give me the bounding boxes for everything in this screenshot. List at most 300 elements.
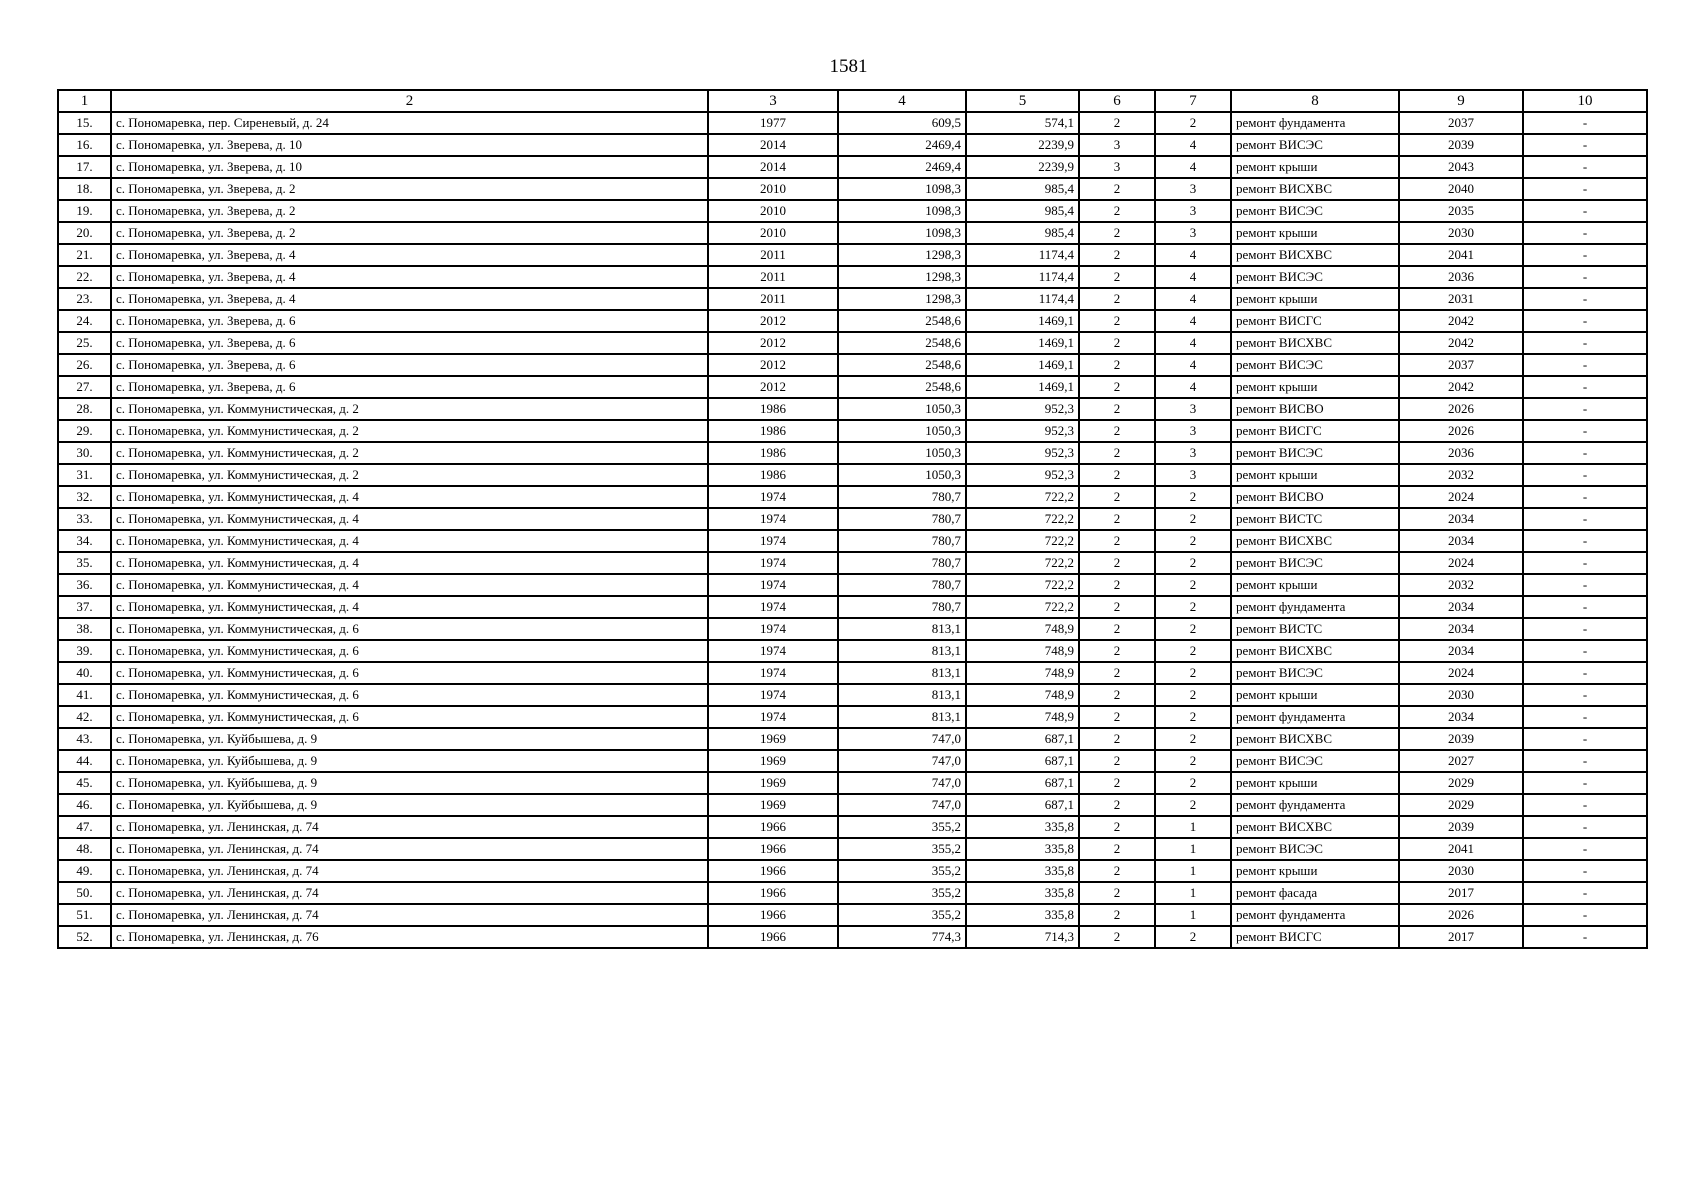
- col7-cell: 4: [1155, 332, 1231, 354]
- table-row: [58, 816, 1647, 838]
- row-number-cell: 23.: [58, 288, 111, 310]
- living-area-cell: 985,4: [966, 178, 1079, 200]
- year-cell: 1966: [708, 882, 838, 904]
- column-header: 1: [58, 90, 111, 112]
- total-area-cell: 2548,6: [838, 354, 966, 376]
- living-area-cell: 952,3: [966, 442, 1079, 464]
- table-row: [58, 310, 1647, 332]
- table-row: [58, 376, 1647, 398]
- plan-year-cell: 2027: [1399, 750, 1523, 772]
- work-type-cell: ремонт крыши: [1231, 222, 1399, 244]
- plan-year-cell: 2026: [1399, 398, 1523, 420]
- col10-cell: -: [1523, 332, 1647, 354]
- year-cell: 2012: [708, 332, 838, 354]
- address-cell: с. Пономаревка, ул. Коммунистическая, д. 6: [111, 662, 708, 684]
- year-cell: 1974: [708, 596, 838, 618]
- plan-year-cell: 2034: [1399, 618, 1523, 640]
- work-type-cell: ремонт фундамента: [1231, 794, 1399, 816]
- total-area-cell: 355,2: [838, 860, 966, 882]
- living-area-cell: 722,2: [966, 486, 1079, 508]
- col6-cell: 2: [1079, 332, 1155, 354]
- living-area-cell: 574,1: [966, 112, 1079, 134]
- col7-cell: 2: [1155, 728, 1231, 750]
- address-cell: с. Пономаревка, ул. Коммунистическая, д. 2: [111, 464, 708, 486]
- living-area-cell: 985,4: [966, 200, 1079, 222]
- living-area-cell: 722,2: [966, 530, 1079, 552]
- year-cell: 1969: [708, 750, 838, 772]
- col6-cell: 2: [1079, 376, 1155, 398]
- total-area-cell: 813,1: [838, 618, 966, 640]
- work-type-cell: ремонт ВИСХВС: [1231, 178, 1399, 200]
- year-cell: 1974: [708, 508, 838, 530]
- col6-cell: 2: [1079, 266, 1155, 288]
- work-type-cell: ремонт ВИСХВС: [1231, 728, 1399, 750]
- table-row: [58, 112, 1647, 134]
- plan-year-cell: 2029: [1399, 794, 1523, 816]
- row-number-cell: 40.: [58, 662, 111, 684]
- col6-cell: 2: [1079, 728, 1155, 750]
- total-area-cell: 780,7: [838, 486, 966, 508]
- row-number-cell: 21.: [58, 244, 111, 266]
- row-number-cell: 18.: [58, 178, 111, 200]
- address-cell: с. Пономаревка, ул. Куйбышева, д. 9: [111, 750, 708, 772]
- col6-cell: 2: [1079, 706, 1155, 728]
- address-cell: с. Пономаревка, ул. Куйбышева, д. 9: [111, 772, 708, 794]
- table-row: [58, 354, 1647, 376]
- table-row: [58, 178, 1647, 200]
- total-area-cell: 609,5: [838, 112, 966, 134]
- col10-cell: -: [1523, 266, 1647, 288]
- living-area-cell: 952,3: [966, 420, 1079, 442]
- column-header: 2: [111, 90, 708, 112]
- col7-cell: 2: [1155, 486, 1231, 508]
- address-cell: с. Пономаревка, ул. Зверева, д. 4: [111, 288, 708, 310]
- address-cell: с. Пономаревка, ул. Коммунистическая, д. 4: [111, 596, 708, 618]
- living-area-cell: 952,3: [966, 398, 1079, 420]
- column-header: 7: [1155, 90, 1231, 112]
- address-cell: с. Пономаревка, ул. Коммунистическая, д. 6: [111, 706, 708, 728]
- col7-cell: 1: [1155, 882, 1231, 904]
- col6-cell: 2: [1079, 288, 1155, 310]
- year-cell: 2010: [708, 178, 838, 200]
- repair-schedule-table: [57, 89, 1648, 949]
- col6-cell: 2: [1079, 354, 1155, 376]
- row-number-cell: 44.: [58, 750, 111, 772]
- col6-cell: 2: [1079, 794, 1155, 816]
- col10-cell: -: [1523, 376, 1647, 398]
- table-row: [58, 860, 1647, 882]
- plan-year-cell: 2040: [1399, 178, 1523, 200]
- plan-year-cell: 2039: [1399, 816, 1523, 838]
- table-row: [58, 596, 1647, 618]
- row-number-cell: 16.: [58, 134, 111, 156]
- table-body: [58, 112, 1647, 948]
- col7-cell: 1: [1155, 816, 1231, 838]
- address-cell: с. Пономаревка, ул. Коммунистическая, д. 2: [111, 398, 708, 420]
- work-type-cell: ремонт фундамента: [1231, 904, 1399, 926]
- year-cell: 2010: [708, 222, 838, 244]
- row-number-cell: 46.: [58, 794, 111, 816]
- col6-cell: 2: [1079, 838, 1155, 860]
- living-area-cell: 335,8: [966, 838, 1079, 860]
- living-area-cell: 1469,1: [966, 376, 1079, 398]
- col6-cell: 2: [1079, 530, 1155, 552]
- total-area-cell: 813,1: [838, 640, 966, 662]
- col6-cell: 2: [1079, 464, 1155, 486]
- row-number-cell: 30.: [58, 442, 111, 464]
- plan-year-cell: 2035: [1399, 200, 1523, 222]
- year-cell: 2012: [708, 310, 838, 332]
- address-cell: с. Пономаревка, ул. Ленинская, д. 74: [111, 860, 708, 882]
- work-type-cell: ремонт крыши: [1231, 376, 1399, 398]
- plan-year-cell: 2036: [1399, 442, 1523, 464]
- col6-cell: 2: [1079, 398, 1155, 420]
- total-area-cell: 780,7: [838, 530, 966, 552]
- total-area-cell: 1098,3: [838, 200, 966, 222]
- year-cell: 1974: [708, 684, 838, 706]
- plan-year-cell: 2032: [1399, 574, 1523, 596]
- plan-year-cell: 2024: [1399, 486, 1523, 508]
- living-area-cell: 1174,4: [966, 288, 1079, 310]
- table-row: [58, 926, 1647, 948]
- work-type-cell: ремонт ВИСВО: [1231, 398, 1399, 420]
- table-row: [58, 794, 1647, 816]
- col7-cell: 1: [1155, 860, 1231, 882]
- living-area-cell: 748,9: [966, 684, 1079, 706]
- row-number-cell: 27.: [58, 376, 111, 398]
- address-cell: с. Пономаревка, пер. Сиреневый, д. 24: [111, 112, 708, 134]
- col10-cell: -: [1523, 244, 1647, 266]
- living-area-cell: 335,8: [966, 904, 1079, 926]
- total-area-cell: 774,3: [838, 926, 966, 948]
- work-type-cell: ремонт крыши: [1231, 772, 1399, 794]
- living-area-cell: 722,2: [966, 574, 1079, 596]
- work-type-cell: ремонт ВИСЭС: [1231, 750, 1399, 772]
- col7-cell: 3: [1155, 420, 1231, 442]
- year-cell: 2011: [708, 266, 838, 288]
- table-row: [58, 486, 1647, 508]
- year-cell: 1986: [708, 398, 838, 420]
- col10-cell: -: [1523, 420, 1647, 442]
- col10-cell: -: [1523, 838, 1647, 860]
- col7-cell: 2: [1155, 772, 1231, 794]
- table-row: [58, 222, 1647, 244]
- row-number-cell: 36.: [58, 574, 111, 596]
- col7-cell: 2: [1155, 596, 1231, 618]
- row-number-cell: 42.: [58, 706, 111, 728]
- plan-year-cell: 2034: [1399, 530, 1523, 552]
- year-cell: 2014: [708, 134, 838, 156]
- row-number-cell: 34.: [58, 530, 111, 552]
- col10-cell: -: [1523, 684, 1647, 706]
- work-type-cell: ремонт крыши: [1231, 288, 1399, 310]
- col6-cell: 2: [1079, 574, 1155, 596]
- table-row: [58, 332, 1647, 354]
- table-row: [58, 266, 1647, 288]
- total-area-cell: 2469,4: [838, 134, 966, 156]
- row-number-cell: 45.: [58, 772, 111, 794]
- col6-cell: 3: [1079, 156, 1155, 178]
- living-area-cell: 335,8: [966, 882, 1079, 904]
- row-number-cell: 32.: [58, 486, 111, 508]
- address-cell: с. Пономаревка, ул. Зверева, д. 4: [111, 266, 708, 288]
- col10-cell: -: [1523, 442, 1647, 464]
- year-cell: 1969: [708, 728, 838, 750]
- column-header: 4: [838, 90, 966, 112]
- col7-cell: 2: [1155, 684, 1231, 706]
- row-number-cell: 26.: [58, 354, 111, 376]
- total-area-cell: 1050,3: [838, 442, 966, 464]
- plan-year-cell: 2034: [1399, 596, 1523, 618]
- total-area-cell: 355,2: [838, 904, 966, 926]
- row-number-cell: 38.: [58, 618, 111, 640]
- table-row: [58, 464, 1647, 486]
- year-cell: 1969: [708, 794, 838, 816]
- work-type-cell: ремонт крыши: [1231, 156, 1399, 178]
- plan-year-cell: 2029: [1399, 772, 1523, 794]
- col10-cell: -: [1523, 640, 1647, 662]
- table-row: [58, 882, 1647, 904]
- year-cell: 1966: [708, 860, 838, 882]
- total-area-cell: 2548,6: [838, 332, 966, 354]
- table-row: [58, 244, 1647, 266]
- plan-year-cell: 2036: [1399, 266, 1523, 288]
- col6-cell: 2: [1079, 200, 1155, 222]
- total-area-cell: 2469,4: [838, 156, 966, 178]
- total-area-cell: 1298,3: [838, 266, 966, 288]
- year-cell: 1974: [708, 552, 838, 574]
- address-cell: с. Пономаревка, ул. Ленинская, д. 74: [111, 904, 708, 926]
- year-cell: 1977: [708, 112, 838, 134]
- col10-cell: -: [1523, 288, 1647, 310]
- plan-year-cell: 2042: [1399, 332, 1523, 354]
- table-header-row: [58, 90, 1647, 112]
- address-cell: с. Пономаревка, ул. Зверева, д. 2: [111, 222, 708, 244]
- total-area-cell: 2548,6: [838, 310, 966, 332]
- total-area-cell: 813,1: [838, 706, 966, 728]
- plan-year-cell: 2017: [1399, 882, 1523, 904]
- work-type-cell: ремонт ВИСГС: [1231, 310, 1399, 332]
- work-type-cell: ремонт фасада: [1231, 882, 1399, 904]
- col6-cell: 2: [1079, 904, 1155, 926]
- work-type-cell: ремонт ВИСЭС: [1231, 662, 1399, 684]
- col10-cell: -: [1523, 926, 1647, 948]
- total-area-cell: 1298,3: [838, 244, 966, 266]
- year-cell: 1974: [708, 640, 838, 662]
- year-cell: 2010: [708, 200, 838, 222]
- col6-cell: 2: [1079, 618, 1155, 640]
- col7-cell: 2: [1155, 640, 1231, 662]
- col6-cell: 2: [1079, 552, 1155, 574]
- col10-cell: -: [1523, 618, 1647, 640]
- work-type-cell: ремонт ВИСВО: [1231, 486, 1399, 508]
- row-number-cell: 39.: [58, 640, 111, 662]
- work-type-cell: ремонт ВИСЭС: [1231, 442, 1399, 464]
- col6-cell: 2: [1079, 178, 1155, 200]
- col10-cell: -: [1523, 486, 1647, 508]
- plan-year-cell: 2041: [1399, 244, 1523, 266]
- total-area-cell: 747,0: [838, 772, 966, 794]
- address-cell: с. Пономаревка, ул. Коммунистическая, д. 2: [111, 420, 708, 442]
- col7-cell: 2: [1155, 794, 1231, 816]
- address-cell: с. Пономаревка, ул. Зверева, д. 10: [111, 156, 708, 178]
- col10-cell: -: [1523, 860, 1647, 882]
- col6-cell: 3: [1079, 134, 1155, 156]
- column-header: 6: [1079, 90, 1155, 112]
- year-cell: 2012: [708, 354, 838, 376]
- row-number-cell: 29.: [58, 420, 111, 442]
- row-number-cell: 43.: [58, 728, 111, 750]
- col10-cell: -: [1523, 552, 1647, 574]
- col7-cell: 4: [1155, 354, 1231, 376]
- living-area-cell: 335,8: [966, 860, 1079, 882]
- living-area-cell: 1174,4: [966, 244, 1079, 266]
- row-number-cell: 33.: [58, 508, 111, 530]
- living-area-cell: 687,1: [966, 772, 1079, 794]
- plan-year-cell: 2039: [1399, 728, 1523, 750]
- address-cell: с. Пономаревка, ул. Ленинская, д. 74: [111, 816, 708, 838]
- row-number-cell: 17.: [58, 156, 111, 178]
- plan-year-cell: 2031: [1399, 288, 1523, 310]
- living-area-cell: 748,9: [966, 706, 1079, 728]
- address-cell: с. Пономаревка, ул. Коммунистическая, д. 2: [111, 442, 708, 464]
- row-number-cell: 49.: [58, 860, 111, 882]
- total-area-cell: 813,1: [838, 684, 966, 706]
- total-area-cell: 747,0: [838, 750, 966, 772]
- plan-year-cell: 2030: [1399, 860, 1523, 882]
- row-number-cell: 19.: [58, 200, 111, 222]
- row-number-cell: 15.: [58, 112, 111, 134]
- plan-year-cell: 2041: [1399, 838, 1523, 860]
- living-area-cell: 748,9: [966, 640, 1079, 662]
- col6-cell: 2: [1079, 750, 1155, 772]
- living-area-cell: 722,2: [966, 596, 1079, 618]
- total-area-cell: 780,7: [838, 574, 966, 596]
- col10-cell: -: [1523, 156, 1647, 178]
- plan-year-cell: 2043: [1399, 156, 1523, 178]
- total-area-cell: 1098,3: [838, 178, 966, 200]
- col6-cell: 2: [1079, 662, 1155, 684]
- col7-cell: 2: [1155, 618, 1231, 640]
- column-header: 9: [1399, 90, 1523, 112]
- year-cell: 2014: [708, 156, 838, 178]
- table-row: [58, 684, 1647, 706]
- work-type-cell: ремонт ВИСТС: [1231, 508, 1399, 530]
- table-row: [58, 772, 1647, 794]
- work-type-cell: ремонт крыши: [1231, 860, 1399, 882]
- col6-cell: 2: [1079, 244, 1155, 266]
- col6-cell: 2: [1079, 222, 1155, 244]
- address-cell: с. Пономаревка, ул. Зверева, д. 10: [111, 134, 708, 156]
- living-area-cell: 714,3: [966, 926, 1079, 948]
- total-area-cell: 780,7: [838, 596, 966, 618]
- address-cell: с. Пономаревка, ул. Ленинская, д. 74: [111, 838, 708, 860]
- table-row: [58, 288, 1647, 310]
- address-cell: с. Пономаревка, ул. Ленинская, д. 76: [111, 926, 708, 948]
- total-area-cell: 780,7: [838, 508, 966, 530]
- address-cell: с. Пономаревка, ул. Коммунистическая, д. 4: [111, 574, 708, 596]
- page-number: 1581: [829, 56, 868, 77]
- table-row: [58, 508, 1647, 530]
- living-area-cell: 722,2: [966, 552, 1079, 574]
- living-area-cell: 687,1: [966, 728, 1079, 750]
- work-type-cell: ремонт ВИСХВС: [1231, 816, 1399, 838]
- col7-cell: 2: [1155, 750, 1231, 772]
- plan-year-cell: 2030: [1399, 684, 1523, 706]
- living-area-cell: 985,4: [966, 222, 1079, 244]
- table-row: [58, 706, 1647, 728]
- plan-year-cell: 2042: [1399, 310, 1523, 332]
- col7-cell: 4: [1155, 310, 1231, 332]
- work-type-cell: ремонт ВИСЭС: [1231, 266, 1399, 288]
- table-row: [58, 156, 1647, 178]
- plan-year-cell: 2026: [1399, 420, 1523, 442]
- col10-cell: -: [1523, 706, 1647, 728]
- col10-cell: -: [1523, 728, 1647, 750]
- living-area-cell: 1469,1: [966, 310, 1079, 332]
- col10-cell: -: [1523, 662, 1647, 684]
- col6-cell: 2: [1079, 772, 1155, 794]
- total-area-cell: 1050,3: [838, 420, 966, 442]
- plan-year-cell: 2032: [1399, 464, 1523, 486]
- total-area-cell: 1098,3: [838, 222, 966, 244]
- address-cell: с. Пономаревка, ул. Зверева, д. 2: [111, 178, 708, 200]
- col7-cell: 2: [1155, 662, 1231, 684]
- col7-cell: 2: [1155, 552, 1231, 574]
- year-cell: 2011: [708, 244, 838, 266]
- plan-year-cell: 2024: [1399, 662, 1523, 684]
- plan-year-cell: 2037: [1399, 354, 1523, 376]
- address-cell: с. Пономаревка, ул. Коммунистическая, д. 4: [111, 508, 708, 530]
- plan-year-cell: 2042: [1399, 376, 1523, 398]
- address-cell: с. Пономаревка, ул. Куйбышева, д. 9: [111, 794, 708, 816]
- table-row: [58, 200, 1647, 222]
- address-cell: с. Пономаревка, ул. Зверева, д. 6: [111, 354, 708, 376]
- col7-cell: 1: [1155, 838, 1231, 860]
- total-area-cell: 1050,3: [838, 398, 966, 420]
- work-type-cell: ремонт крыши: [1231, 574, 1399, 596]
- col7-cell: 2: [1155, 112, 1231, 134]
- total-area-cell: 355,2: [838, 816, 966, 838]
- col10-cell: -: [1523, 464, 1647, 486]
- living-area-cell: 952,3: [966, 464, 1079, 486]
- row-number-cell: 50.: [58, 882, 111, 904]
- col7-cell: 3: [1155, 200, 1231, 222]
- living-area-cell: 748,9: [966, 618, 1079, 640]
- col7-cell: 2: [1155, 530, 1231, 552]
- col10-cell: -: [1523, 222, 1647, 244]
- row-number-cell: 52.: [58, 926, 111, 948]
- work-type-cell: ремонт ВИСЭС: [1231, 200, 1399, 222]
- row-number-cell: 20.: [58, 222, 111, 244]
- year-cell: 1974: [708, 486, 838, 508]
- col7-cell: 3: [1155, 398, 1231, 420]
- col6-cell: 2: [1079, 310, 1155, 332]
- plan-year-cell: 2034: [1399, 640, 1523, 662]
- total-area-cell: 780,7: [838, 552, 966, 574]
- col10-cell: -: [1523, 794, 1647, 816]
- plan-year-cell: 2039: [1399, 134, 1523, 156]
- work-type-cell: ремонт фундамента: [1231, 706, 1399, 728]
- table-row: [58, 442, 1647, 464]
- address-cell: с. Пономаревка, ул. Коммунистическая, д. 4: [111, 486, 708, 508]
- work-type-cell: ремонт ВИСГС: [1231, 420, 1399, 442]
- row-number-cell: 37.: [58, 596, 111, 618]
- plan-year-cell: 2037: [1399, 112, 1523, 134]
- address-cell: с. Пономаревка, ул. Коммунистическая, д. 4: [111, 552, 708, 574]
- table-row: [58, 134, 1647, 156]
- work-type-cell: ремонт ВИСХВС: [1231, 244, 1399, 266]
